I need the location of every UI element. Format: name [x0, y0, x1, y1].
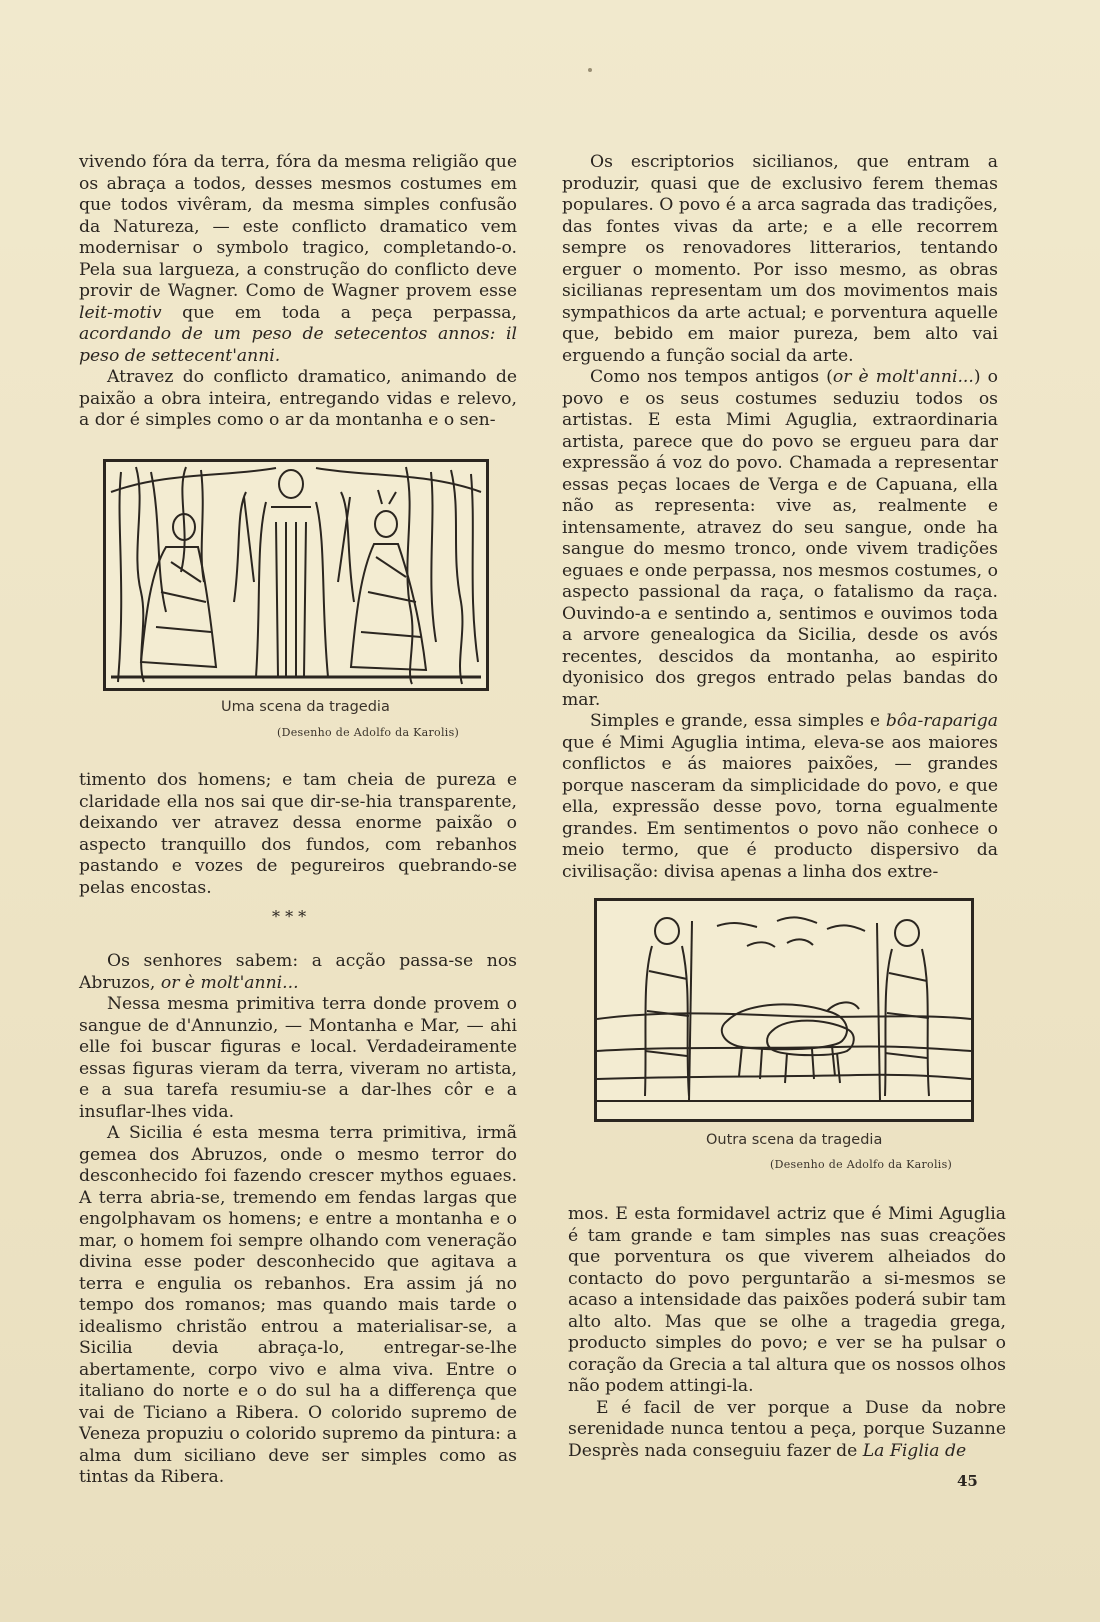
woodcut-illustration-1	[106, 462, 486, 688]
italic-quote: acordando de um peso de setecentos annos: il peso de settecent'anni.	[79, 324, 517, 366]
right-column-bottom	[568, 1204, 1006, 1462]
italic-title: La Figlia de	[862, 1440, 967, 1461]
figure-2	[594, 898, 974, 1122]
woodcut-illustration-2	[597, 901, 971, 1119]
figure-1-credit: (Desenho de Adolfo da Karolis)	[277, 726, 460, 739]
figure-1	[103, 459, 489, 691]
left-continuation: timento dos homens; e tam cheia de pureza e claridade ella nos sai que dir-se-hia transparente, deixando ver atravez dessa enorme paixão o aspecto tranquillo dos fundos, com rebanhos pastando e vozes de pegureiros quebrando-se pelas encostas.	[79, 770, 517, 898]
left-paragraph-2: Atravez do conflicto dramatico, animando de paixão a obra inteira, entregando vidas e relevo, a dor é simples como o ar da montanha e o sen-	[79, 367, 517, 430]
right-paragraph-2	[562, 367, 998, 711]
left-column-bottom	[79, 770, 517, 899]
text-run: ) o povo e os seus costumes seduziu todos os artistas. E esta Mimi Aguglia, extraordinaria artista, parece que do povo se ergueu para dar expressão á voz do povo. Chamada a representar essas peças locaes de Verga e de Capuana, ella não as representa: vive as, realmente e intensamente, atravez do seu sangue, onde ha sangue do mesmo tronco, onde vivem tradições eguaes e onde perpassa, nos mesmos costumes, o aspecto passional da raça, o fatalismo da raça. Ouvindo-a e sentindo a, sentimos e ouvimos toda a arvore genealogica da Sicilia, desde os avós recentes, descidos da montanha, ao espirito dyonisico dos gregos entrado pelas bandas do mar.	[562, 367, 998, 710]
page-number: 45	[957, 1472, 978, 1490]
figure-1-caption: Uma scena da tragedia	[221, 699, 390, 715]
speck	[588, 68, 592, 72]
text-run: Os senhores sabem: a acção passa-se nos Abruzos,	[79, 951, 517, 993]
italic-term: leit-motiv	[79, 302, 162, 323]
left-column-top	[79, 152, 517, 432]
text-run: Simples e grande, essa simples e	[590, 711, 886, 731]
left-column-lower	[79, 951, 517, 1489]
left-paragraph-3	[79, 951, 517, 994]
italic-phrase: or è molt'anni...	[160, 972, 299, 993]
text-run: que em toda a peça perpassa,	[161, 302, 517, 323]
left-paragraph-4: Nessa mesma primitiva terra donde provem o sangue de d'Annunzio, — Montanha e Mar, — ahi elle foi buscar figuras e local. Verdadeiramente essas figuras vieram da terra, viveram no artista, e a sua tarefa resumiu-se a dar-lhes côr e a insuflar-lhes vida.	[79, 994, 517, 1122]
text-run: E é facil de ver porque a Duse da nobre serenidade nunca tentou a peça, porque Suzanne Desprès nada conseguiu fazer de	[568, 1397, 1006, 1461]
text-run: vivendo fóra da terra, fóra da mesma religião que os abraça a todos, desses mesmos costumes em que todos vivêram, da mesma simples confusão da Natureza, — este conflicto dramatico vem modernisar o symbolo tragico, completando-o. Pela sua largueza, a construção do conflicto deve provir de Wagner. Como de Wagner provem esse	[79, 152, 517, 301]
right-paragraph-1: Os escriptorios sicilianos, que entram a produzir, quasi que de exclusivo ferem themas populares. O povo é a arca sagrada das tradições, das fontes vivas da arte; e a elle recorrem sempre os renovadores litterarios, tentando erguer o momento. Por isso mesmo, as obras sicilianas representam um dos movimentos mais sympathicos da arte actual; e porventura aquelle que, bebido em maior pureza, bem alto vai erguendo a função social da arte.	[562, 152, 998, 366]
left-paragraph-5: A Sicilia é esta mesma terra primitiva, irmã gemea dos Abruzos, onde o mesmo terror do desconhecido foi fazendo crescer mythos eguaes. A terra abria-se, tremendo em fendas largas que engolphavam os homens; e entre a montanha e o mar, o homem foi sempre olhando com veneração divina esse poder desconhecido que agitava a terra e engulia os rebanhos. Era assim já no tempo dos romanos; mas quando mais tarde o idealismo christão entrou a materialisar-se, a Sicilia devia abraça-lo, entregar-se-lhe abertamente, corpo vivo e alma viva. Entre o italiano do norte e o do sul ha a differença que vai de Ticiano a Ribera. O colorido supremo de Veneza propuziu o colorido supremo da pintura: a alma dum siciliano deve ser simples como as tintas da Ribera.	[79, 1123, 517, 1487]
figure-1-image	[103, 459, 489, 691]
right-paragraph-3	[562, 711, 998, 883]
figure-2-credit: (Desenho de Adolfo da Karolis)	[770, 1158, 953, 1171]
right-column-top	[562, 152, 998, 883]
italic-term: bôa-rapariga	[885, 711, 998, 731]
right-paragraph-4: mos. E esta formidavel actriz que é Mimi Aguglia é tam grande e tam simples nas suas creações que porventura os que viverem alheiados do contacto do povo perguntarão a si-mesmos se acaso a intensidade das paixões poderá subir tam alto alto. Mas que se olhe a tragedia grega, producto simples do povo; e ver se ha pulsar o coração da Grecia a tal altura que os nossos olhos não podem attingi-la.	[568, 1204, 1006, 1396]
section-separator: * * *	[272, 907, 307, 926]
text-run: que é Mimi Aguglia intima, eleva-se aos maiores conflictos e ás maiores paixões, — grandes porque nasceram da simplicidade do povo, e que ella, expressão desse povo, torna egualmente grandes. Em sentimentos o povo não conhece o meio termo, que é producto dispersivo da civilisação: divisa apenas a linha dos extre-	[562, 732, 998, 882]
figure-2-caption: Outra scena da tragedia	[706, 1132, 883, 1148]
figure-2-image	[594, 898, 974, 1122]
italic-phrase: or è molt'anni...	[832, 367, 974, 387]
text-run: Como nos tempos antigos (	[590, 367, 833, 387]
right-paragraph-5	[568, 1398, 1006, 1463]
left-paragraph-1	[79, 152, 517, 367]
